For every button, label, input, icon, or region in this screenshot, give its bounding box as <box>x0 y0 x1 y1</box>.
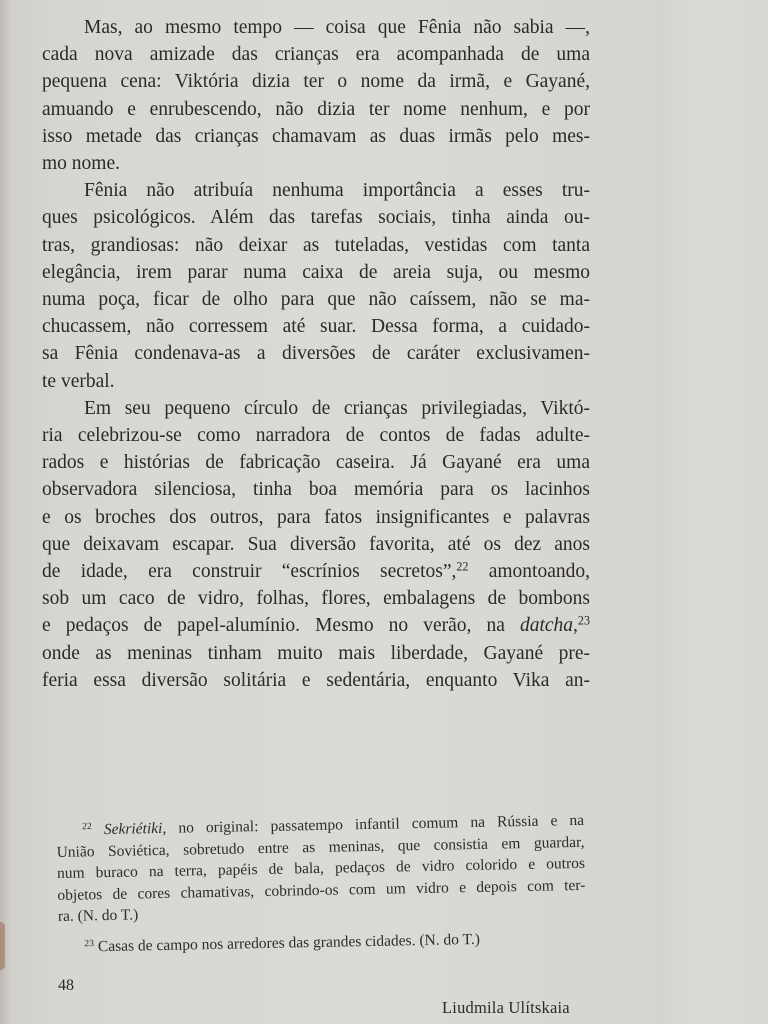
running-footer-author: Liudmila Ulítskaia <box>442 998 570 1017</box>
text-line: numa poça, ficar de olho para que não caíssem, não se ma- <box>42 289 590 311</box>
text-line: cada nova amizade das crianças era acompanhada de uma <box>42 44 590 66</box>
text-line: onde as meninas tinham muito mais liberdade, Gayané pre- <box>42 642 590 664</box>
footnote-marker-23: 23 <box>84 937 95 949</box>
text-line: mo nome. <box>42 153 120 175</box>
footnote-ref-23[interactable]: 23 <box>577 613 590 628</box>
footnote-line: num buraco na terra, papéis de bala, pedaços de vidro colorido e outros <box>56 854 586 882</box>
text-line-with-footnote-22 <box>42 558 590 585</box>
text-line: feria essa diversão solitária e sedentária, enquanto Vika an- <box>42 669 590 691</box>
paragraph-2 <box>42 177 590 395</box>
text-line: e os broches dos outros, para fatos insignificantes e palavras <box>42 506 590 528</box>
text-line-with-footnote-23 <box>42 612 590 639</box>
text-line: rados e histórias de fabricação caseira. Já Gayané era uma <box>42 452 590 474</box>
text-segment: , <box>573 615 578 637</box>
italic-term-datcha: datcha <box>519 615 574 637</box>
text-line: Em seu pequeno círculo de crianças privilegiadas, Viktó- <box>84 397 590 419</box>
footnote-line: ra. (N. do T.) <box>57 906 139 925</box>
text-segment: amontoando, <box>468 561 590 583</box>
footnote-ref-22[interactable]: 22 <box>456 559 469 574</box>
footnote-23 <box>58 926 586 958</box>
footnote-22 <box>56 810 586 928</box>
text-line: Mas, ao mesmo tempo — coisa que Fênia não sabia —, <box>84 17 590 38</box>
page-left-edge <box>0 0 10 1024</box>
footnote-marker-22: 22 <box>82 821 92 833</box>
text-line: amuando e enrubescendo, não dizia ter nome nenhum, e por <box>42 98 590 120</box>
footnote-text: , no original: passatempo infantil comum na Rússia e na <box>162 811 585 837</box>
text-segment: e pedaços de papel-alumínio. Mesmo no verão, na <box>42 615 520 637</box>
body-text <box>42 14 590 694</box>
page-gutter-light <box>658 0 768 1024</box>
footnote-line: União Soviética, sobretudo entre as meninas, que consistia em guardar, <box>56 833 585 861</box>
text-line: ques psicológicos. Além das tarefas sociais, tinha ainda ou- <box>42 207 590 229</box>
text-line: ria celebrizou-se como narradora de contos de fadas adulte- <box>42 425 590 447</box>
text-line: tras, grandiosas: não deixar as tuteladas, vestidas com tanta <box>42 234 590 256</box>
text-line: pequena cena: Viktória dizia ter o nome da irmã, e Gayané, <box>42 71 590 93</box>
text-line: Fênia não atribuía nenhuma importância a esses tru- <box>84 180 590 202</box>
text-line: que deixavam escapar. Sua diversão favorita, até os dez anos <box>42 533 590 555</box>
text-line: chucassem, não corressem até suar. Dessa forma, a cuidado- <box>42 316 590 338</box>
footnote-text: Casas de campo nos arredores das grandes cidades. (N. do T.) <box>93 930 481 955</box>
footnote-line: objetos de cores chamativas, cobrindo-os com um vidro e depois com ter- <box>57 876 586 904</box>
page-number: 48 <box>58 977 74 994</box>
text-line: sob um caco de vidro, folhas, flores, embalagens de bombons <box>42 588 590 610</box>
text-line: te verbal. <box>42 370 115 392</box>
text-line: sa Fênia condenava-as a diversões de caráter exclusivamen- <box>42 343 590 365</box>
adjacent-page-edge <box>0 922 5 970</box>
footnotes <box>56 810 587 958</box>
text-line: observadora silenciosa, tinha boa memória para os lacinhos <box>42 479 590 501</box>
paragraph-1 <box>42 14 590 177</box>
footnote-term: Sekriétiki <box>103 819 163 839</box>
text-line: isso metade das crianças chamavam as duas irmãs pelo mes- <box>42 125 590 147</box>
text-segment: de idade, era construir “escrínios secretos”, <box>42 561 457 583</box>
footnote-line <box>58 926 586 958</box>
paragraph-3 <box>42 395 590 694</box>
text-line: elegância, irem parar numa caixa de areia suja, ou mesmo <box>42 261 590 283</box>
